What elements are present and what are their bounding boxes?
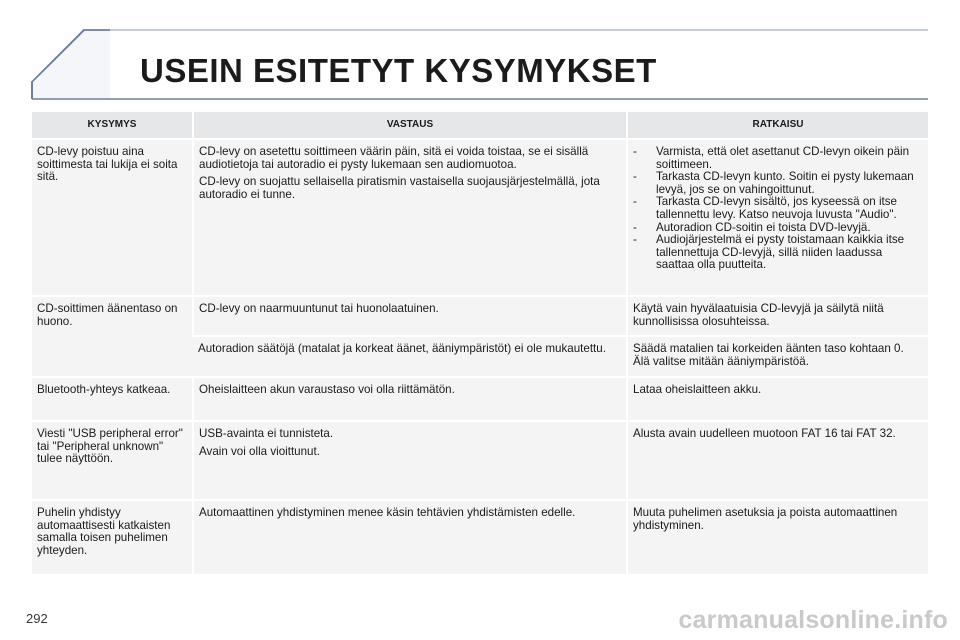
solution-cell — [627, 139, 928, 296]
solution-item: - Audiojärjestelmä ei pysty toistamaan kaikkia itse tallennettuja CD-levyjä, sillä niiden laadussa saattaa olla puutteita. — [633, 234, 922, 272]
solution-cell: Säädä matalien tai korkeiden äänten taso kohtaan 0. Älä valitse mitään ääniympäristöä. — [627, 336, 928, 377]
answer-cell: CD-levy on naarmuuntunut tai huonolaatuinen. — [193, 296, 627, 336]
answer-text: Avain voi olla vioittunut. — [199, 444, 320, 458]
solution-item: - Varmista, että olet asettanut CD-levyn oikein päin soittimeen. — [633, 146, 922, 171]
solution-cell: Lataa oheislaitteen akku. — [627, 377, 928, 421]
answer-cell: Automaattinen yhdistyminen menee käsin tehtävien yhdistämisten edelle. — [193, 500, 627, 575]
watermark-text: carmanualsonline.info — [678, 606, 948, 634]
question-cell: CD-levy poistuu aina soittimesta tai lukija ei soita sitä. — [32, 139, 193, 296]
answer-text: CD-levy on asetettu soittimeen väärin päin, sitä ei voida toistaa, se ei sisällä audiotietoja tai autoradio ei pysty lukemaan sen audiomuotoa. — [199, 145, 589, 171]
header-question: KYSYMYS — [32, 112, 193, 139]
header-answer: VASTAUS — [193, 112, 627, 139]
page-number: 292 — [26, 611, 48, 626]
table-row — [32, 421, 928, 500]
question-cell: Puhelin yhdistyy automaattisesti katkaisten samalla toisen puhelimen yhteyden. — [32, 500, 193, 575]
question-cell: Bluetooth-yhteys katkeaa. — [32, 377, 193, 421]
solution-cell: Muuta puhelimen asetuksia ja poista automaattinen yhdistyminen. — [627, 500, 928, 575]
table-header-row — [32, 112, 928, 139]
table-row — [32, 377, 928, 421]
table-row — [32, 296, 928, 336]
answer-cell: Oheislaitteen akun varaustaso voi olla riittämätön. — [193, 377, 627, 421]
faq-table — [32, 112, 928, 576]
solution-list — [633, 146, 922, 272]
answer-text: USB-avainta ei tunnisteta. — [199, 427, 334, 440]
answer-cell — [193, 139, 627, 296]
question-cell: CD-soittimen äänentaso on huono. — [32, 296, 193, 377]
page-title: USEIN ESITETYT KYSYMYKSET — [140, 52, 657, 89]
answer-cell — [193, 421, 627, 500]
solution-cell: Käytä vain hyvälaatuisia CD-levyjä ja säilytä niitä kunnollisissa olosuhteissa. — [627, 296, 928, 336]
table-row — [32, 500, 928, 575]
solution-item: - Autoradion CD-soitin ei toista DVD-levyjä. — [633, 222, 922, 235]
solution-item: - Tarkasta CD-levyn sisältö, jos kyseessä on itse tallennettu levy. Katso neuvoja luvusta "Audio". — [633, 196, 922, 221]
header-solution: RATKAISU — [627, 112, 928, 139]
answer-cell: Autoradion säätöjä (matalat ja korkeat äänet, ääniympäristöt) ei ole mukautettu. — [193, 336, 627, 377]
solution-item: - Tarkasta CD-levyn kunto. Soitin ei pysty lukemaan levyä, jos se on vahingoittunut. — [633, 171, 922, 196]
solution-cell: Alusta avain uudelleen muotoon FAT 16 tai FAT 32. — [627, 421, 928, 500]
table-row — [32, 139, 928, 296]
page-header — [0, 0, 960, 110]
question-cell: Viesti "USB peripheral error" tai "Peripheral unknown" tulee näyttöön. — [32, 421, 193, 500]
answer-text: CD-levy on suojattu sellaisella piratismin vastaisella suojausjärjestelmällä, jota autoradio ei tunne. — [199, 175, 600, 201]
